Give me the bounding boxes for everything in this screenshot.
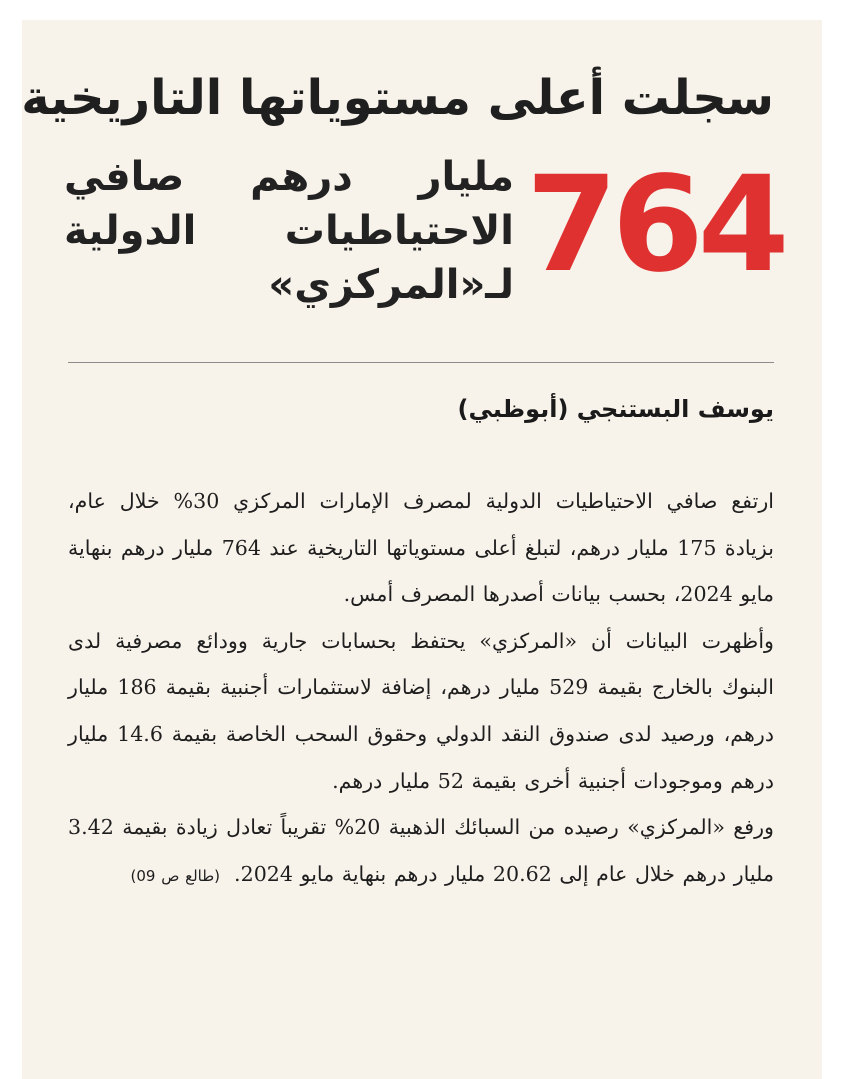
continuation-reference: (طالع ص 09)	[130, 866, 221, 885]
headline-line-1: مليار درهم صافي	[64, 154, 514, 200]
byline: يوسف البستنجي (أبوظبي)	[457, 395, 774, 423]
headline-line-3: لـ«المركزي»	[268, 262, 514, 308]
headline-line-2: الاحتياطيات الدولية	[64, 208, 514, 254]
paragraph-1: ارتفع صافي الاحتياطيات الدولية لمصرف الإمارات المركزي 30% خلال عام، بزيادة 175 مليار درهم، لتبلغ أعلى مستوياتها التاريخية عند 764 مليار درهم بنهاية مايو 2024، بحسب بيانات أصدرها المصرف أمس.	[68, 489, 774, 607]
headline-text	[64, 150, 514, 312]
article-clipping	[22, 20, 822, 1079]
headline-figure: 764	[526, 148, 784, 302]
main-headline	[64, 148, 784, 320]
paragraph-3-text: ورفع «المركزي» رصيده من السبائك الذهبية 20% تقريباً تعادل زيادة بقيمة 3.42 مليار درهم خلال عام إلى 20.62 مليار درهم بنهاية مايو 2024.	[68, 815, 774, 886]
divider-line	[68, 362, 774, 363]
paragraph-2: وأظهرت البيانات أن «المركزي» يحتفظ بحسابات جارية وودائع مصرفية لدى البنوك بالخارج بقيمة 529 مليار درهم، إضافة لاستثمارات أجنبية بقيمة 186 مليار درهم، ورصيد لدى صندوق النقد الدولي وحقوق السحب الخاصة بقيمة 14.6 مليار درهم وموجودات أجنبية أخرى بقيمة 52 مليار درهم.	[68, 628, 774, 793]
kicker-headline: سجلت أعلى مستوياتها التاريخية	[21, 70, 774, 126]
article-body	[68, 478, 774, 899]
paragraph-3	[68, 804, 774, 899]
